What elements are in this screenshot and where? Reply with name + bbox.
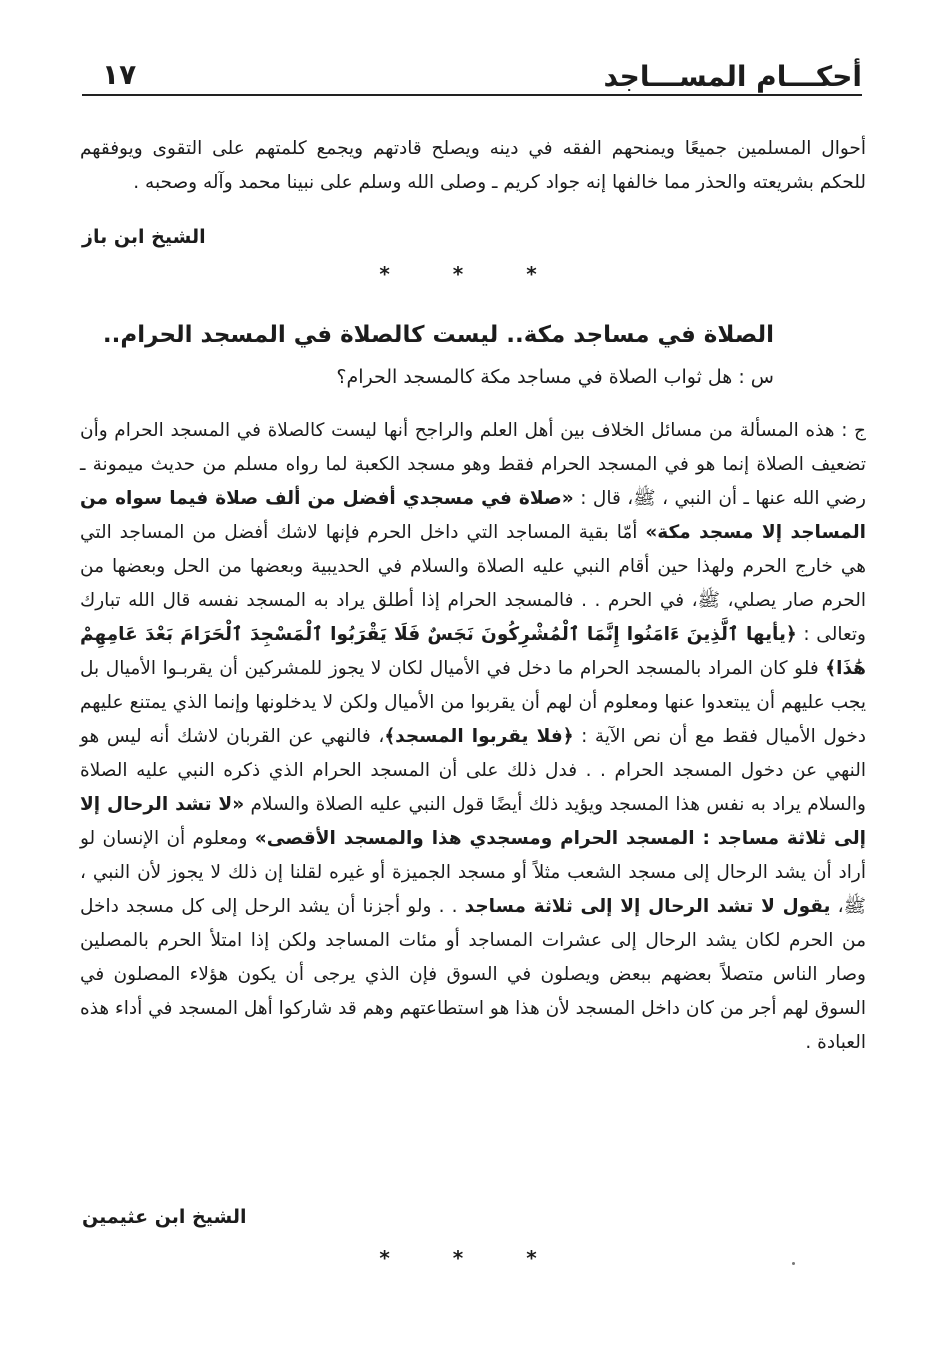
hadith-quote: «لا تشد الرحال إلا إلى ثلاثة مساجد : المسجد الحرام ومسجدي هذا والمسجد الأقصى» <box>80 794 866 849</box>
section-heading: الصلاة في مساجد مكة.. ليست كالصلاة في المسجد الحرام.. <box>102 322 774 348</box>
hadith-quote: «صلاة في مسجدي أفضل من ألف صلاة فيما سواه من المساجد إلا مسجد مكة» <box>80 488 866 543</box>
signature-ibn-uthaymeen: الشيخ ابن عثيمين <box>82 1206 247 1228</box>
answer-text: ج : هذه المسألة من مسائل الخلاف بين أهل العلم والراجح أنها ليست كالصلاة في المسجد الحرام وأن تضعيف الصلاة إنما هو في المسجد الحرام فقط وهو مسجد الكعبة لما رواه مسلم من حديث ميمونة ـ رضي الله عنها ـ أن النبي ، ﷺ، قال : <box>80 420 866 509</box>
signature-ibn-baz: الشيخ ابن باز <box>82 226 206 248</box>
page-header <box>82 56 862 96</box>
running-title: أحكـــام المســـاجد <box>603 60 862 93</box>
quran-verse-short: ﴿فلا يقربوا المسجد﴾ <box>384 726 574 747</box>
answer-text: ومعلوم أن الإنسان لو أراد أن يشد الرحال إلى مسجد الشعب مثلاً أو مسجد الجميزة أو غيره لقلنا إن ذلك لا يجوز لأن النبي ، ﷺ، <box>80 828 866 917</box>
intro-paragraph: أحوال المسلمين جميعًا ويمنحهم الفقه في دينه ويصلح قادتهم ويجمع كلمتهم على التقوى ويوفقهم للحكم بشريعته والحذر مما خالفها إنه جواد كريم ـ وصلى الله وسلم على نبينا محمد وآله وصحبه . <box>80 138 866 193</box>
answer-text: فلو كان المراد بالمسجد الحرام ما دخل في الأميال لكان لا يجوز للمشركين أن يقربـوا الأميال بل يجب عليهم أن يبتعدوا عنها ومعلوم أن لهم أن يقربوا من الأميال ولكن لا يدخلونها وإنما الذي يمتنع عليهم دخول الأميال فقط مع أن نص الآية : <box>80 658 866 747</box>
answer-paragraph <box>80 414 866 1060</box>
section-separator: * * * <box>379 1246 565 1270</box>
answer-text: أمّا بقية المساجد التي داخل الحرم فإنها لاشك أفضل من المساجد التي هي خارج الحرم ولهذا حين أقام النبي عليه الصلاة والسلام في الحديبية وبعضها من الحل وبعضها من الحرم صار يصلي، ﷺ، في الحرم . . فالمسجد الحرام إذا أطلق يراد به المسجد نفسه قال الله تبارك وتعالى : <box>80 522 866 645</box>
question-text: س : هل ثواب الصلاة في مساجد مكة كالمسجد الحرام؟ <box>336 366 774 388</box>
answer-text: . . ولو أجزنا أن يشد الرحل إلى كل مسجد داخل من الحرم لكان يشد الرحال إلى عشرات المساجد أو مئات المساجد ولكن إذا امتلأ الحرم بالمصلين وصار الناس متصلاً بعضهم ببعض ويصلون في السوق فإن الذي يرجى أن يكون هؤلاء المصلون في السوق لهم أجر من كان داخل المسجد لأن هذا هو استطاعتهم وهم قد شاركوا أهل المسجد في أداء هذه العبادة . <box>80 896 866 1053</box>
page-number: ١٧ <box>102 58 137 91</box>
header-divider <box>82 94 862 96</box>
answer-text: ، فالنهي عن القربان لاشك أنه ليس هو النهي عن دخول المسجد الحرام . . فدل ذلك على أن المسجد الحرام الذي ذكره النبي عليه الصلاة والسلام يراد به نفس هذا المسجد ويؤيد ذلك أيضًا قول النبي عليه الصلاة والسلام <box>80 726 866 815</box>
scan-speck <box>792 1262 795 1265</box>
hadith-quote-short: يقول لا تشد الرحال إلا إلى ثلاثة مساجد <box>464 896 831 917</box>
section-separator: * * * <box>379 262 565 286</box>
quran-verse: ﴿يأيها ٱلَّذِينَ ءَامَنُوا إِنَّمَا ٱلْمُشْرِكُونَ نَجَسٌ فَلَا يَقْرَبُوا ٱلْمَسْجِدَ ٱلْحَرَامَ بَعْدَ عَامِهِمْ هَٰذَا﴾ <box>80 624 866 679</box>
